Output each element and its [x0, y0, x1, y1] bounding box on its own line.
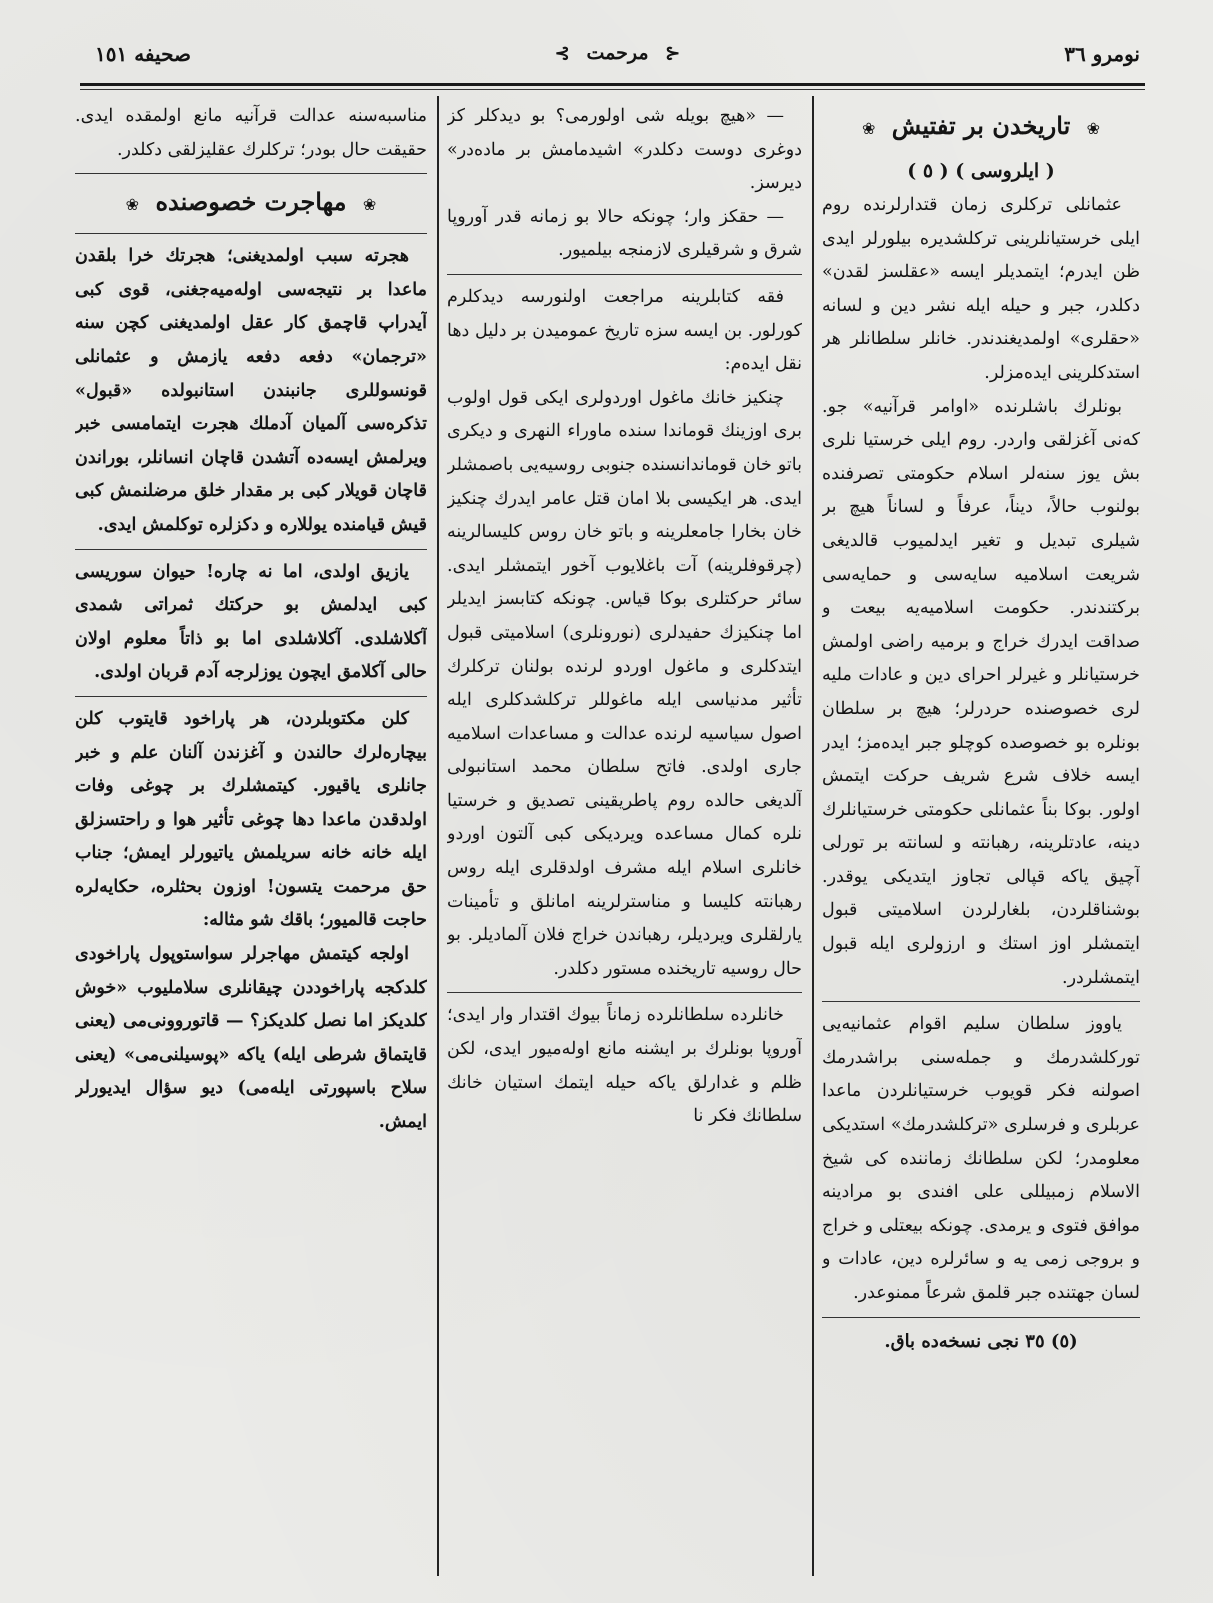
paragraph: هجرته سبب اولمديغنى؛ هجرتك خرا بلقدن ماعدا بر نتيجه‌سى اوله‌ميه‌جغنى، قوى كبى آيدراپ قاچمق كار عقل اولمديغنى كچن سنه «ترجمان» دفعه دفعه يازمش و عثمانلى قونسوللرى جانبندن استانبولده «قبول» تذكره‌سى آلميان آدملك هجرت ايتمامسى خبر ويرلمش ايسه‌ده آتشدن قاچان انسانلر، بوراندن قاچان قويلار كبى بر مقدار خلق مرضلنمش كبى قيش قيامنده يوللاره و دكزلره توكلمش ايدى. [75, 246, 427, 535]
middle-column [447, 100, 802, 1590]
footnote-divider [822, 1317, 1140, 1318]
journal-title-block [545, 42, 690, 64]
paragraph-divider [75, 696, 427, 697]
journal-title: مرحمت [586, 42, 649, 64]
paragraph: خانلرده سلطانلرده زماناً بيوك اقتدار وار ايدى؛ آوروپا بونلرك بر ايشنه مانع اوله‌ميور ايدى، لكن ظلم و غدارلق ياكه حيله ايتمك استيان خانك سلطانك فكر نا [447, 1005, 802, 1127]
column-divider [812, 96, 814, 1576]
paragraph-divider [822, 1001, 1140, 1002]
paragraph: فقه كتابلرينه مراجعت اولنورسه ديدكلرم كورلور. بن ايسه سزه تاريخ عموميدن بر دليل دها نقل ايده‌م: [447, 286, 802, 375]
paragraph: — حقكز وار؛ چونكه حالا بو زمانه قدر آوروپا شرق و شرقيلرى لازمنجه بيلميور. [447, 206, 802, 261]
paragraph: — «هيچ بويله شى اولورمى؟ بو ديدكلر كز دوغرى دوست دكلدر» اشيدمامش بر ماده‌در» ديرسز. [447, 106, 802, 194]
paragraph: يازيق اولدى، اما نه چاره! حيوان سوريسى كبى ايدلمش بو حركتك ثمراتى شمدى آكلاشلدى. آكلاشلدى اما بو ذاتاً معلوم اولان حالى آكلامق ايچون يوزلرجه آدم قربان اولدى. [75, 561, 427, 683]
issue-number: نومرو ٣٦ [1064, 42, 1140, 66]
ornament-icon: ❀ [1086, 119, 1101, 138]
paragraph-divider [447, 274, 802, 275]
ornament-icon: ❀ [861, 119, 876, 138]
page-header [95, 38, 1140, 78]
header-rule [80, 83, 1145, 86]
page-number: صحيفه ١٥١ [95, 42, 191, 66]
paragraph-divider [75, 173, 427, 174]
ornament-icon: ⊱ [554, 43, 570, 64]
header-rule-thin [80, 89, 1145, 90]
paragraph-divider [447, 992, 802, 993]
paragraph: عثمانلى تركلرى زمان قتدارلرنده روم ايلى خرستيانلرينى تركلشديره بيلورلر ايدى ظن ايدرم؛ ايتمديلر ايسه «عقلسز لقدن» دكلدر، جبر و حيله ايله نشر دين و لسانه «حقلرى» اولمديغندندر. خانلر سلطانلر هر استدكلرينى ايده‌مزلر. [822, 195, 1140, 383]
paragraph: اولجه كيتمش مهاجرلر سواستوپول پاراخودى كلدكجه پاراخوددن چيقانلرى سلامليوب «خوش كلديكز اما نصل كلديكز؟ — قاتوروونى‌مى (يعنى قايتماق شرطى ايله) ياكه «پوسيلنى‌مى» (يعنى سلاح باسپورتى ايله‌مى) ديو سؤال ايديورلر ايمش. [75, 944, 427, 1133]
paragraph: بونلرك باشلرنده «اوامر قرآنيه» جو. كه‌نى آغزلقى واردر. روم ايلى خرستيا نلرى بش يوز سنه‌لر اسلام حكومتى تصرفنده بولنوب حالاً، ديناً، عرفاً و لساناً هيچ بر شيلرى تبديل و تغير ايدلميوب قالديغى شريعت اسلاميه سايه‌سى و حمايه‌سى بركتندندر. حكومت اسلاميه‌يه بيعت و صداقت ايدرك خراج و برميه راضى اولمش خرستيانلر و غيرلر احراى دين و عادات مليه لرى خصوصنده حردرلر؛ هيچ بر سلطان بونلره بو خصوصده كوچلو جبر ايده‌مز؛ ايدر ايسه خلاف شرع شريف حركت ايتمش اولور. بوكا بناً عثمانلى حكومتى خرستيانلرك دينه، عادتلرينه، رهبانته و لسانته بر تورلى آچيق ياكه قپالى تجاوز ايتديكى يوقدر. بوشناقلردن، بلغارلردن اسلاميتى قبول ايتمشلر اوز استك و ارزولرى ايله قبول ايتمشلردر. [822, 396, 1140, 988]
ornament-icon: ⊰ [665, 43, 681, 64]
paragraph: مناسبەسنه عدالت قرآنيه مانع اولمقده ايدى. حقيقت حال بودر؛ تركلرك عقليزلقى دكلدر. [75, 106, 427, 160]
paragraph: چنكيز خانك ماغول اوردولرى ايكى قول اولوب برى اوزينك قوماندا سنده ماوراء النهرى و ديكرى باتو خان قوماندانسنده جنوبى روسيه‌يى باصمشلر ايدى. هر ايكيسى بلا امان قتل عامر ايدرك چنكيز خان بخارا جامعلرينه و باتو خان روس كليسالرينه (چرقوفلرينه) آت باغلايوب آخور ايتمشلر ايدى. سائر حركتلرى بوكا قياس. چونكه كتابسز ايديلر اما چنكيزك حفيدلرى (نورونلرى) اسلاميتى قبول ايتدكلرى و ماغول اوردو لرنده بولنان تركلرك تأثير مدنياسى ايله ماغوللر تركلشدكلرى ايله اصول سياسيه لرنده عدالت و مساعدات اسلاميه جارى اولدى. فاتح سلطان محمد استانبولى آلديغى حالده روم پاطريقينى تصديق و خرستيا نلره كمال مساعده ويرديكى كبى آلتون اوردو خانلرى اسلام ايله مشرف اولدقلرى ايله روس رهبانته كليسا و مناسترلرينه امانلق و تأمينات يارلقلرى ويرديلر، رهباندن خراج فلان آلماديلر. بو حال روسيه تاريخنده مستور دكلدر. [447, 387, 802, 979]
article-title: تاريخدن بر تفتيش [891, 111, 1071, 140]
ornament-icon: ❀ [362, 195, 377, 215]
paragraph-divider [75, 233, 427, 234]
footnote: (٥) ٣٥ نجى نسخه‌ده باق. [884, 1330, 1078, 1352]
article-heading [75, 180, 427, 227]
ornament-icon: ❀ [125, 195, 140, 215]
paragraph: كلن مكتوبلردن، هر پاراخود قايتوب كلن بيچاره‌لرك حالندن و آغزندن آلنان علم و خبر جانلرى ياقيور. كيتمشلرك بر چوغى وفات اولدقدن ماعدا دها چوغى تأثير هوا و راحتسزلق ايله خانه خانه سريلمش ياتيورلر ايمش؛ جناب حق مرحمت يتسون! اوزون بحثلره، حكايه‌لره حاجت قالميور؛ باقك شو مثاله: [75, 708, 427, 931]
paragraph-divider [75, 549, 427, 550]
article-heading [822, 104, 1140, 151]
paragraph: ياووز سلطان سليم اقوام عثمانيه‌يى توركلشدرمك و جملەسنى براشدرمك اصولنه فكر قويوب خرستيانلردن ماعدا عربلرى و فرسلرى «تركلشدرمك» استديكى معلومدر؛ لكن سلطانك زماننده كى شيخ الاسلام زمبيللى على افندى بو مرادينه موافق فتوى و يرمدى. چونكه بيعتلى و خراج و بروجى زمى يه و سائرلره دين، عادات و لسان جهتنده جبر قلمق شرعاً ممنوعدر. [822, 1014, 1140, 1303]
article-subheading: ( ايلروسى ) ( ٥ ) [907, 160, 1055, 182]
left-column [75, 100, 427, 1590]
article-title: مهاجرت خصوصنده [155, 187, 347, 217]
right-column [822, 100, 1140, 1590]
column-divider [437, 96, 439, 1576]
